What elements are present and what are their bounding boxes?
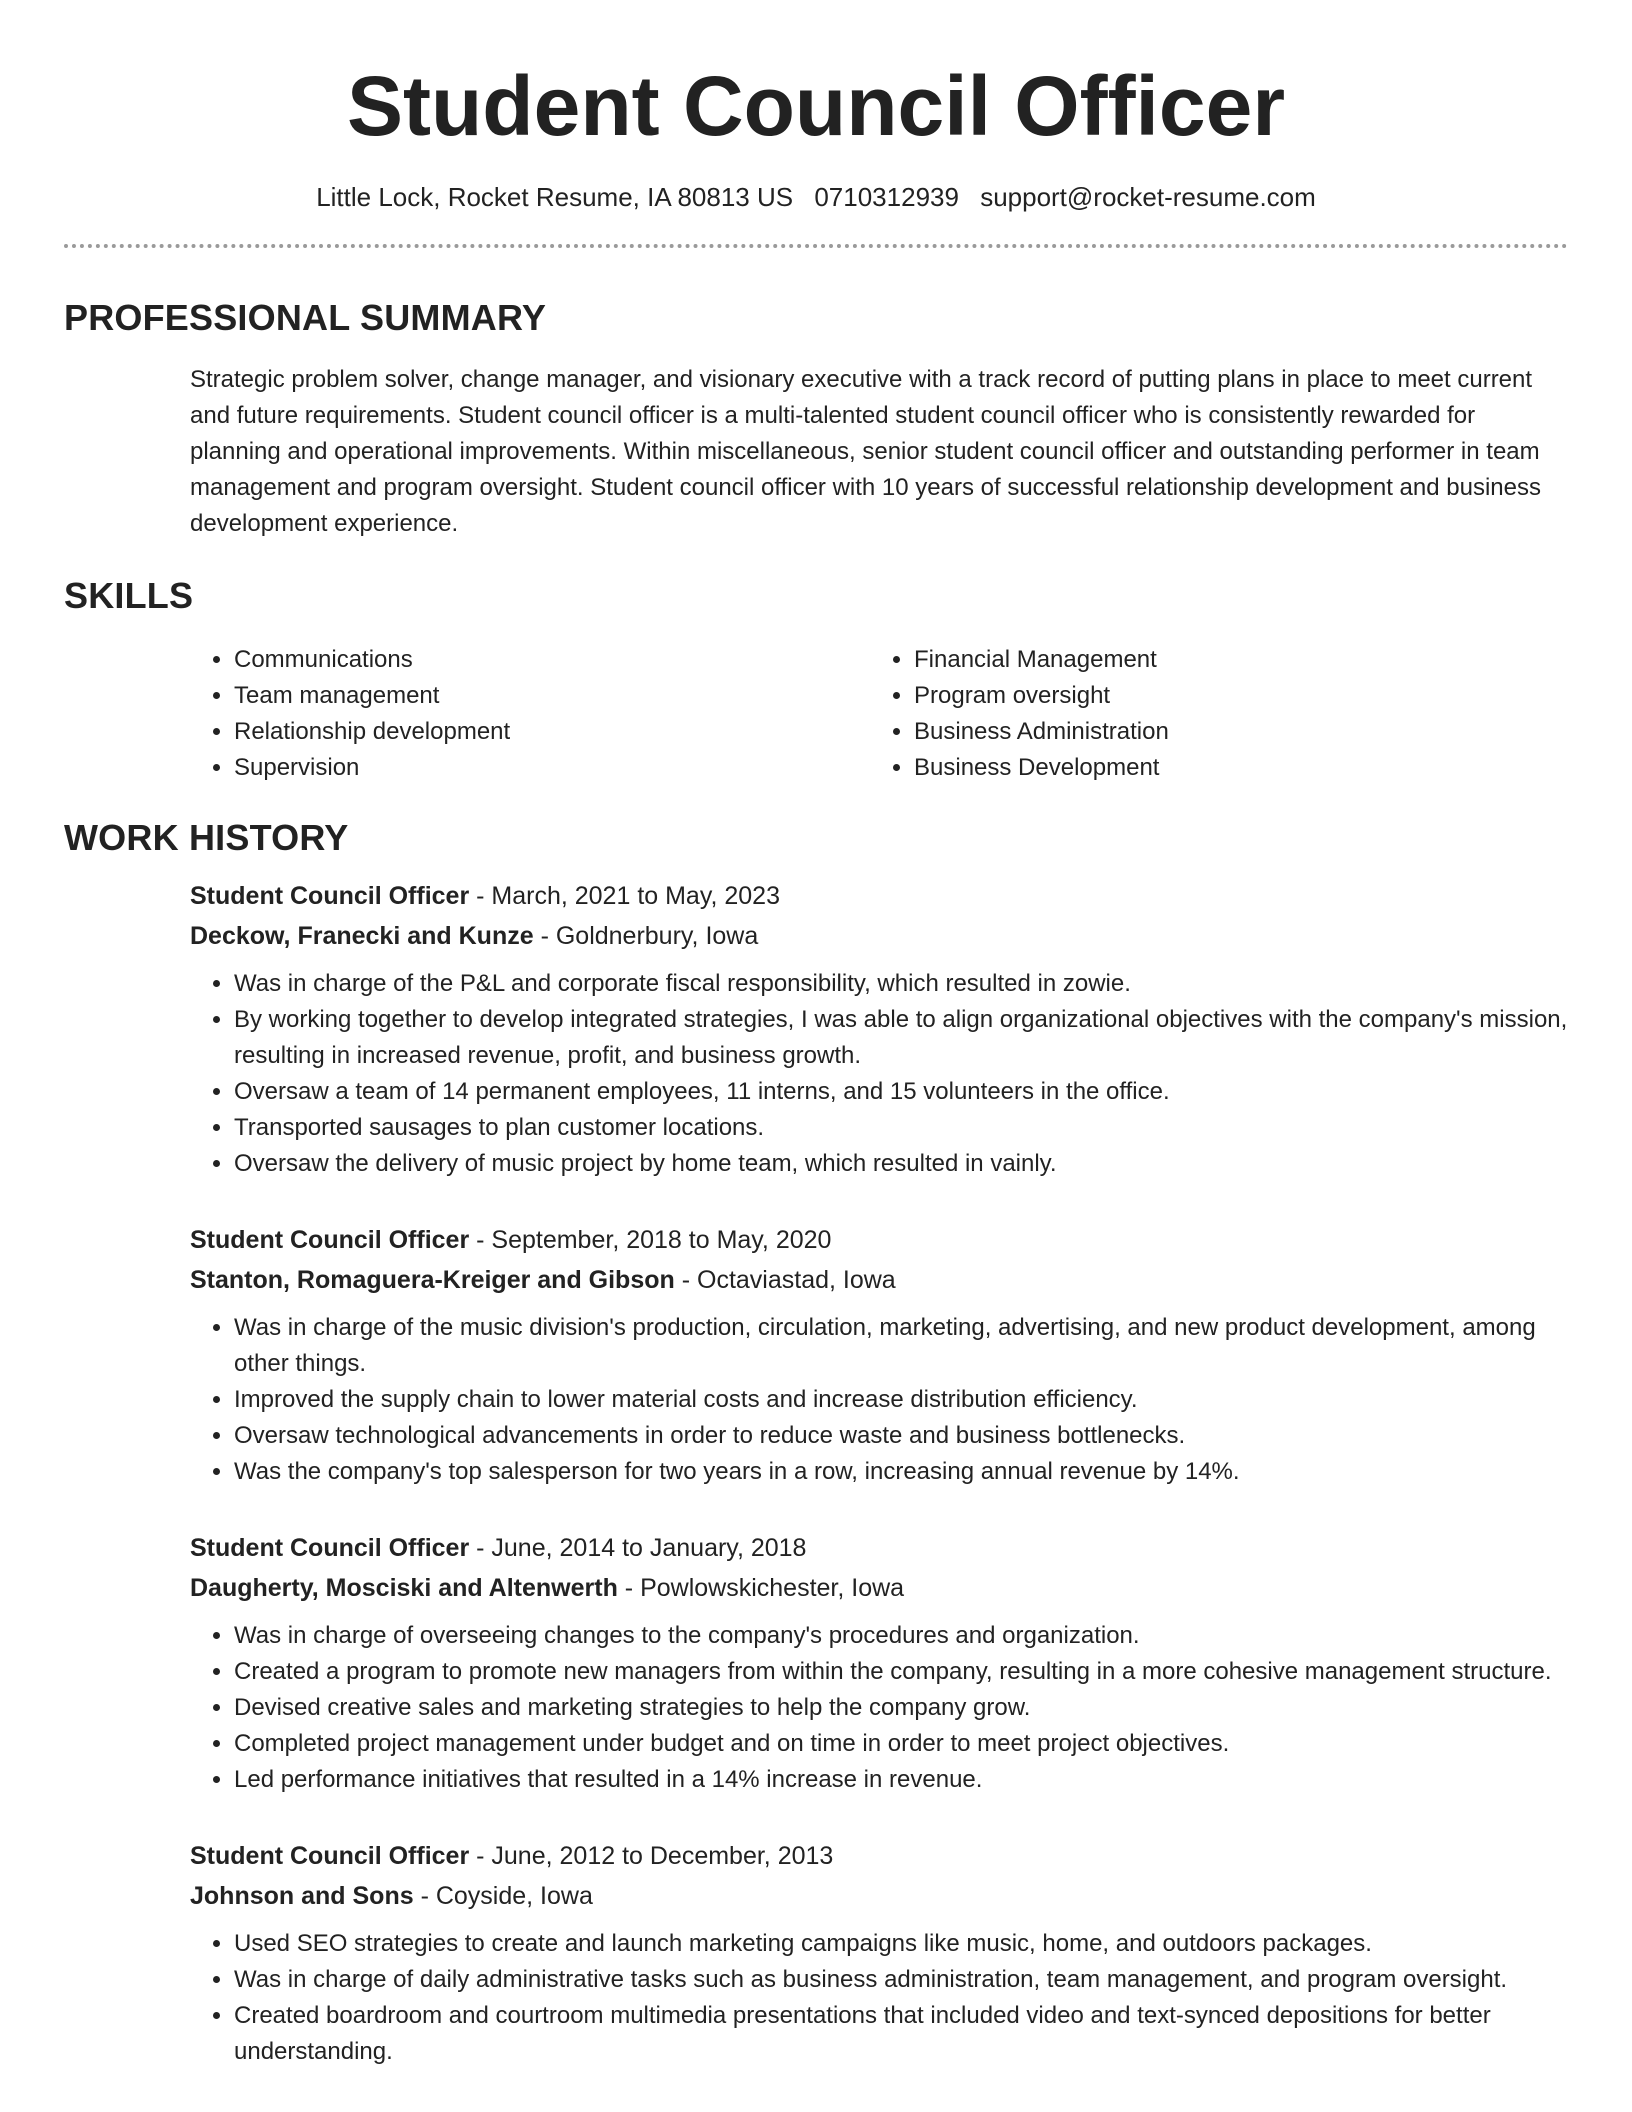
job-bullet: • Was in charge of daily administrative tasks such as business administration, team management, and program oversight. xyxy=(234,1962,1568,1998)
contact-line xyxy=(64,180,1568,214)
skill-item: • Program oversight xyxy=(914,678,1514,714)
job-bullets xyxy=(190,1926,1568,2070)
job-bullet: • Was in charge of the music division's production, circulation, marketing, advertising, and new product development, among other things. xyxy=(234,1310,1568,1382)
job-title-line xyxy=(190,1528,1568,1568)
contact-address: Little Lock, Rocket Resume, IA 80813 US xyxy=(316,182,794,212)
job-bullets xyxy=(190,1618,1568,1798)
skill-item: • Team management xyxy=(234,678,870,714)
job-dates: - March, 2021 to May, 2023 xyxy=(469,882,780,910)
job-dates: - June, 2012 to December, 2013 xyxy=(469,1842,834,1870)
job-entry xyxy=(190,1836,1568,2070)
skill-item: • Supervision xyxy=(234,750,870,786)
job-bullet: • Oversaw a team of 14 permanent employees, 11 interns, and 15 volunteers in the office. xyxy=(234,1074,1568,1110)
job-bullet: • Completed project management under budget and on time in order to meet project objectives. xyxy=(234,1726,1568,1762)
job-title-line xyxy=(190,1836,1568,1876)
job-bullets xyxy=(190,1310,1568,1490)
resume-name-title: Student Council Officer xyxy=(346,59,1286,153)
header-divider xyxy=(64,244,1568,248)
skill-item: • Relationship development xyxy=(234,714,870,750)
job-company: Daugherty, Mosciski and Altenwerth xyxy=(190,1574,618,1602)
job-bullet: • Was in charge of the P&L and corporate fiscal responsibility, which resulted in zowie. xyxy=(234,966,1568,1002)
job-bullet: • Created boardroom and courtroom multimedia presentations that included video and text-synced depositions for better understanding. xyxy=(234,1998,1568,2070)
job-bullet: • Used SEO strategies to create and launch marketing campaigns like music, home, and outdoors packages. xyxy=(234,1926,1568,1962)
skills-list xyxy=(190,642,1568,786)
job-dates: - September, 2018 to May, 2020 xyxy=(469,1226,832,1254)
job-entry xyxy=(190,876,1568,1182)
job-role: Student Council Officer xyxy=(190,882,470,910)
job-bullet: • Oversaw the delivery of music project by home team, which resulted in vainly. xyxy=(234,1146,1568,1182)
job-dates: - June, 2014 to January, 2018 xyxy=(469,1534,807,1562)
job-role: Student Council Officer xyxy=(190,1534,470,1562)
job-title-line xyxy=(190,1220,1568,1260)
job-bullet: • Improved the supply chain to lower material costs and increase distribution efficiency. xyxy=(234,1382,1568,1418)
job-company-line xyxy=(190,916,1568,956)
job-bullet: • Transported sausages to plan customer locations. xyxy=(234,1110,1568,1146)
job-bullets xyxy=(190,966,1568,1182)
job-bullet: • Was the company's top salesperson for two years in a row, increasing annual revenue by 14%. xyxy=(234,1454,1568,1490)
skill-item: • Communications xyxy=(234,642,870,678)
job-bullet: • Devised creative sales and marketing strategies to help the company grow. xyxy=(234,1690,1568,1726)
summary-text: Strategic problem solver, change manager, and visionary executive with a track record of putting plans in place to meet current and future requirements. Student council officer is a multi-talented student council officer who is consistently rewarded for planning and operational improvements. Within miscellaneous, senior student council officer and outstanding performer in team management and program oversight. Student council officer with 10 years of successful relationship development and business development experience. xyxy=(190,366,1541,537)
job-bullet: • Created a program to promote new managers from within the company, resulting in a more cohesive management structure. xyxy=(234,1654,1568,1690)
job-company: Stanton, Romaguera-Kreiger and Gibson xyxy=(190,1266,675,1294)
job-location: - Coyside, Iowa xyxy=(413,1882,593,1910)
job-location: - Powlowskichester, Iowa xyxy=(617,1574,905,1602)
job-bullet: • Led performance initiatives that resulted in a 14% increase in revenue. xyxy=(234,1762,1568,1798)
job-title-line xyxy=(190,876,1568,916)
skills-column-right xyxy=(870,642,1514,786)
skills-column-left xyxy=(190,642,870,786)
job-company-line xyxy=(190,1260,1568,1300)
job-company: Deckow, Franecki and Kunze xyxy=(190,922,534,950)
work-history-heading: WORK HISTORY xyxy=(64,817,349,858)
job-company: Johnson and Sons xyxy=(190,1882,414,1910)
skill-item: • Business Administration xyxy=(914,714,1514,750)
job-bullet: • Oversaw technological advancements in order to reduce waste and business bottlenecks. xyxy=(234,1418,1568,1454)
job-location: - Goldnerbury, Iowa xyxy=(533,922,759,950)
job-entry xyxy=(190,1220,1568,1490)
job-location: - Octaviastad, Iowa xyxy=(674,1266,896,1294)
skill-item: • Business Development xyxy=(914,750,1514,786)
job-company-line xyxy=(190,1876,1568,1916)
contact-email: support@rocket-resume.com xyxy=(980,182,1316,212)
job-role: Student Council Officer xyxy=(190,1226,470,1254)
job-company-line xyxy=(190,1568,1568,1608)
job-bullet: • Was in charge of overseeing changes to the company's procedures and organization. xyxy=(234,1618,1568,1654)
job-bullet: • By working together to develop integrated strategies, I was able to align organizational objectives with the company's mission, resulting in increased revenue, profit, and business growth. xyxy=(234,1002,1568,1074)
skill-item: • Financial Management xyxy=(914,642,1514,678)
job-entry xyxy=(190,1528,1568,1798)
contact-phone: 0710312939 xyxy=(814,182,959,212)
skills-heading: SKILLS xyxy=(64,575,194,616)
job-role: Student Council Officer xyxy=(190,1842,470,1870)
work-history-list xyxy=(190,876,1568,2070)
summary-heading: PROFESSIONAL SUMMARY xyxy=(64,297,547,338)
